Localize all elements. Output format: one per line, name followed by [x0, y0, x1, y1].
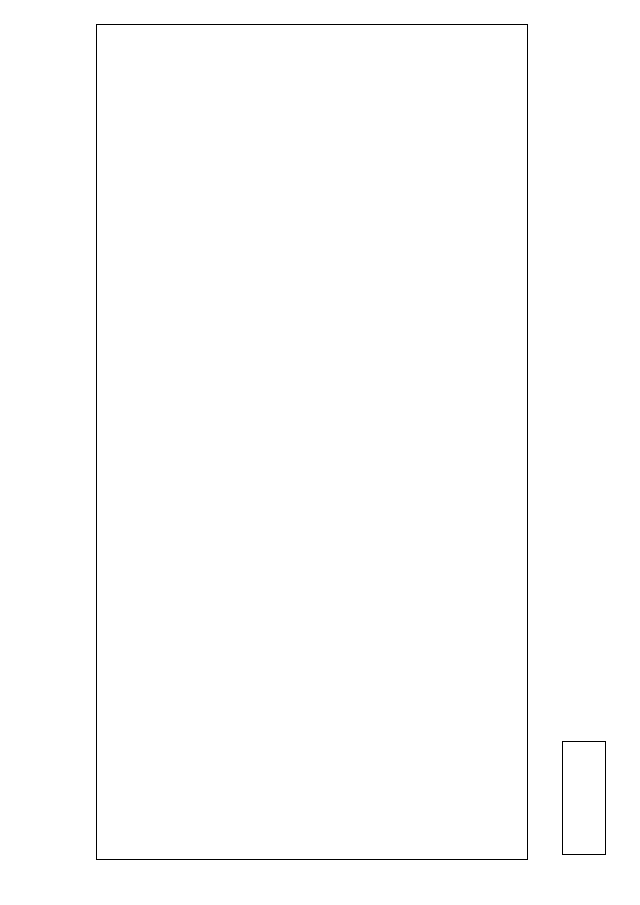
- ministry-stamp: [562, 741, 606, 855]
- repair-schedule-table: [96, 24, 528, 860]
